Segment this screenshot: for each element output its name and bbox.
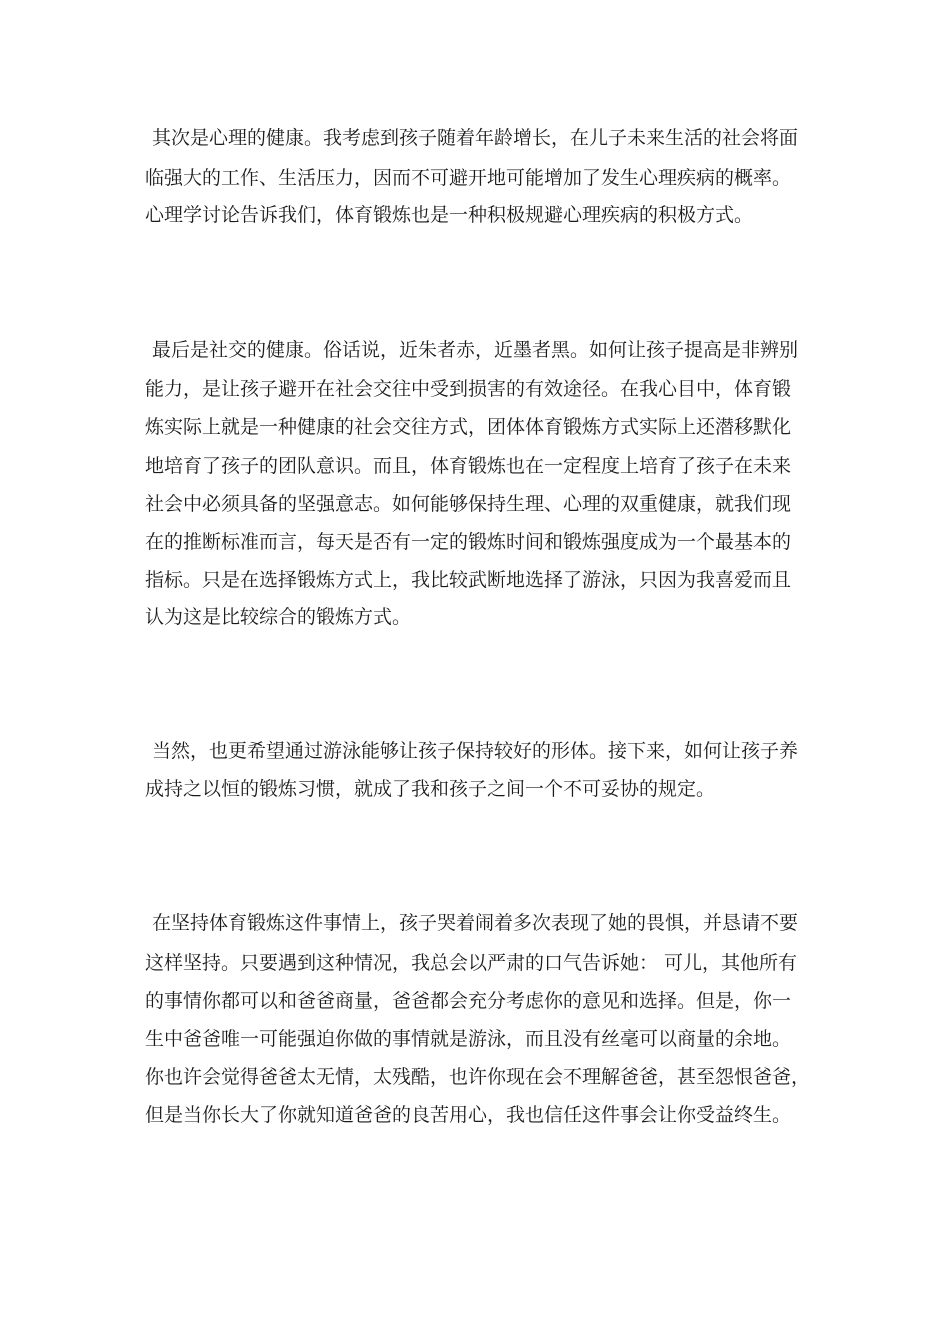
text-line: 炼实际上就是一种健康的社会交往方式，团体体育锻炼方式实际上还潜移默化	[145, 416, 792, 438]
text-line: 在坚持体育锻炼这件事情上，孩子哭着闹着多次表现了她的畏惧，并恳请不要	[152, 912, 799, 934]
text-line: 地培育了孩子的团队意识。而且，体育锻炼也在一定程度上培育了孩子在未来	[145, 455, 792, 477]
text-line: 能力，是让孩子避开在社会交往中受到损害的有效途径。在我心目中，体育锻	[145, 378, 792, 400]
text-line: 你也许会觉得爸爸太无情，太残酷，也许你现在会不理解爸爸，甚至怨恨爸爸，	[145, 1066, 811, 1088]
text-line: 的事情你都可以和爸爸商量，爸爸都会充分考虑你的意见和选择。但是，你一	[145, 990, 792, 1012]
text-line: 其次是心理的健康。我考虑到孩子随着年龄增长，在儿子未来生活的社会将面	[152, 127, 799, 149]
text-line: 在的推断标准而言，每天是否有一定的锻炼时间和锻炼强度成为一个最基本的	[145, 531, 792, 553]
text-line: 临强大的工作、生活压力，因而不可避开地可能增加了发生心理疾病的概率。	[145, 167, 792, 189]
text-line: 成持之以恒的锻炼习惯，就成了我和孩子之间一个不可妥协的规定。	[145, 778, 716, 800]
text-line: 生中爸爸唯一可能强迫你做的事情就是游泳，而且没有丝毫可以商量的余地。	[145, 1028, 792, 1050]
text-line: 指标。只是在选择锻炼方式上，我比较武断地选择了游泳，只因为我喜爱而且	[145, 569, 792, 591]
text-line: 最后是社交的健康。俗话说，近朱者赤，近墨者黑。如何让孩子提高是非辨别	[152, 339, 799, 361]
text-line: 认为这是比较综合的锻炼方式。	[145, 606, 412, 628]
text-line: 这样坚持。只要遇到这种情况，我总会以严肃的口气告诉她： 可儿，其他所有	[145, 952, 798, 974]
text-line: 社会中必须具备的坚强意志。如何能够保持生理、心理的双重健康，就我们现	[145, 493, 792, 515]
text-line: 当然，也更希望通过游泳能够让孩子保持较好的形体。接下来，如何让孩子养	[152, 740, 799, 762]
text-line: 心理学讨论告诉我们，体育锻炼也是一种积极规避心理疾病的积极方式。	[145, 204, 754, 226]
text-line: 但是当你长大了你就知道爸爸的良苦用心，我也信任这件事会让你受益终生。	[145, 1104, 792, 1126]
